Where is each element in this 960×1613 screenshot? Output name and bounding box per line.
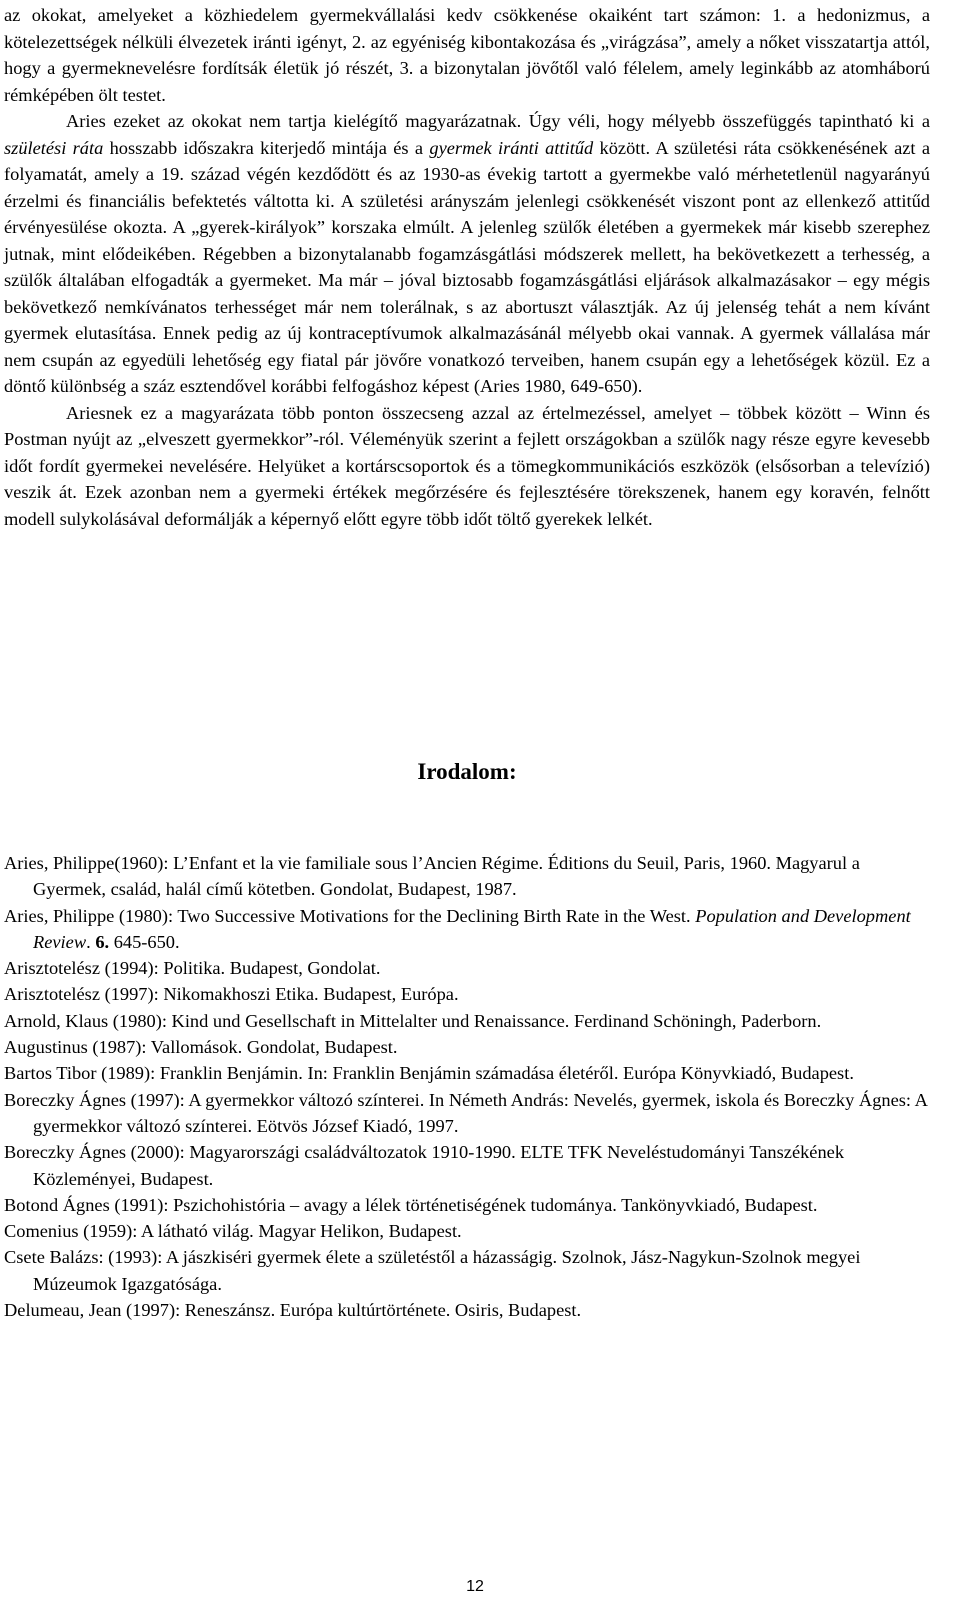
reference-item: [4, 1297, 930, 1323]
body-text: [4, 0, 930, 532]
text-segment: az okokat, amelyeket a közhiedelem gyermekvállalási kedv csökkenése okaiként tart számon: 1. a hedonizmus, a kötelezettségek nélküli élvezetek iránti igényt, 2. az egyéniség kibontakozása és „virágzása”, amely a nőket visszatartja attól, hogy a gyermeknevelésre fordítsák életük jó részét, 3. a bizonytalan jövőtől való félelem, amely leginkább az atomháború rémképében ölt testet.: [4, 5, 930, 105]
document-page: [4, 0, 930, 1321]
text-segment: között. A születési ráta csökkenésének azt a folyamatát, amely a 19. század végén kezdődött és az 1930-as évekig tartott a gyermekbe való mérhetetlenül nagyarányú érzelmi és financiális befektetés váltotta ki. A születési arányszám jelenlegi csökkenését viszont pont az ellenkező attitűd érvényesülése okozta. A „gyerek-királyok” korszaka elmúlt. A jelenleg szülők életében a gyermekek már kisebb szerephez jutnak, mint elődeikében. Régebben a bizonytalanabb fogamzásgátlási módszerek mellett, ha bekövetkezett a terhesség, a szülők általában elfogadták a gyermeket. Ma már – jóval biztosabb fogamzásgátlási eljárások alkalmazásakor – egy mégis bekövetkező nemkívánatos terhességet már nem tolerálnak, s az abortuszt választják. Az új jelenség tehát a nem kívánt gyermek elutasítása. Ennek pedig az új kontraceptívumok alkalmazásánál mélyebb okai vannak. A gyermek vállalása már nem csupán az egyedüli lehetőség egy fiatal pár jövőre vonatkozó terveiben, hanem csupán egy a lehetőségek közül. Ez a döntő különbség a száz esztendővel korábbi felfogáshoz képest (Aries 1980, 649-650).: [4, 137, 930, 396]
italic-term: gyermek iránti attitűd: [429, 137, 594, 158]
reference-text: Csete Balázs: (1993): A jászkiséri gyermek élete a születéstől a házasságig. Szolnok, Jász-Nagykun-Szolnok megyei Múzeumok Igazgatósága.: [4, 1247, 861, 1294]
reference-item: [4, 1008, 930, 1034]
references-heading: Irodalom:: [417, 759, 517, 784]
paragraph: [4, 400, 930, 533]
reference-item: [4, 1192, 930, 1218]
reference-list: [4, 850, 930, 1323]
paragraph: [4, 2, 930, 108]
reference-text: Aries, Philippe(1960): L’Enfant et la vie familiale sous l’Ancien Régime. Éditions du Seuil, Paris, 1960. Magyarul a Gyermek, család, halál című kötetben. Gondolat, Budapest, 1987.: [4, 853, 860, 900]
reference-text: Delumeau, Jean (1997): Reneszánsz. Európa kultúrtörténete. Osiris, Budapest.: [4, 1300, 582, 1321]
text-segment: hosszabb időszakra kiterjedő mintája és a: [103, 137, 430, 158]
reference-text: Arnold, Klaus (1980): Kind und Gesellschaft in Mittelalter und Renaissance. Ferdinand Schöningh, Paderborn.: [4, 1010, 822, 1031]
page-number: 12: [466, 1578, 484, 1595]
reference-text: Botond Ágnes (1991): Pszichohistória – avagy a lélek történetiségének tudománya. Tankönyvkiadó, Budapest.: [4, 1194, 818, 1215]
reference-text: Bartos Tibor (1989): Franklin Benjámin. In: Franklin Benjámin számadása életéről. Európa Könyvkiadó, Budapest.: [4, 1063, 854, 1084]
reference-text: Boreczky Ágnes (2000): Magyarországi családváltozatok 1910-1990. ELTE TFK Neveléstudományi Tanszékének Közleményei, Budapest.: [4, 1142, 845, 1189]
reference-text: Arisztotelész (1994): Politika. Budapest, Gondolat.: [4, 958, 381, 979]
reference-item: [4, 981, 930, 1007]
journal-title: Population and Development Review: [33, 905, 911, 952]
reference-text: 645-650.: [109, 931, 180, 952]
reference-text: Comenius (1959): A látható világ. Magyar Helikon, Budapest.: [4, 1221, 462, 1242]
reference-item: [4, 1218, 930, 1244]
reference-item: [4, 1139, 930, 1192]
journal-volume: 6.: [95, 931, 110, 952]
reference-text: Aries, Philippe (1980): Two Successive Motivations for the Declining Birth Rate in the West.: [4, 905, 696, 926]
reference-item: [4, 955, 930, 981]
text-segment: Ariesnek ez a magyarázata több ponton összecseng azzal az értelmezéssel, amelyet – többek között – Winn és Postman nyújt az „elveszett gyermekkor”-ról. Véleményük szerint a fejlett országokban a szülők nagy része egyre kevesebb időt fordít gyermekei nevelésére. Helyüket a kortárscsoportok és a tömegkommunikációs eszközök (elsősorban a televízió) veszik át. Ezek azonban nem a gyermeki értékek megőrzésére és fejlesztésére törekszenek, hanem egy koravén, felnőtt modell sulykolásával deformálják a képernyő előtt egyre több időt töltő gyerekek lelkét.: [4, 402, 930, 529]
reference-text: Boreczky Ágnes (1997): A gyermekkor változó színterei. In Németh András: Nevelés, gyermek, iskola és Boreczky Ágnes: A gyermekkor változó színterei. Eötvös József Kiadó, 1997.: [4, 1089, 927, 1136]
text-segment: Aries ezeket az okokat nem tartja kielégítő magyarázatnak. Úgy véli, hogy mélyebb összefüggés tapintható ki a: [66, 111, 930, 131]
reference-item: [4, 1060, 930, 1086]
reference-text: .: [86, 931, 96, 952]
reference-item: [4, 1244, 930, 1297]
italic-term: születési ráta: [4, 137, 104, 158]
reference-item: [4, 903, 930, 956]
reference-text: Augustinus (1987): Vallomások. Gondolat, Budapest.: [4, 1037, 398, 1058]
reference-item: [4, 1087, 930, 1140]
reference-item: [4, 850, 930, 903]
paragraph: [4, 108, 930, 400]
reference-text: Arisztotelész (1997): Nikomakhoszi Etika. Budapest, Európa.: [4, 984, 459, 1005]
reference-item: [4, 1034, 930, 1060]
